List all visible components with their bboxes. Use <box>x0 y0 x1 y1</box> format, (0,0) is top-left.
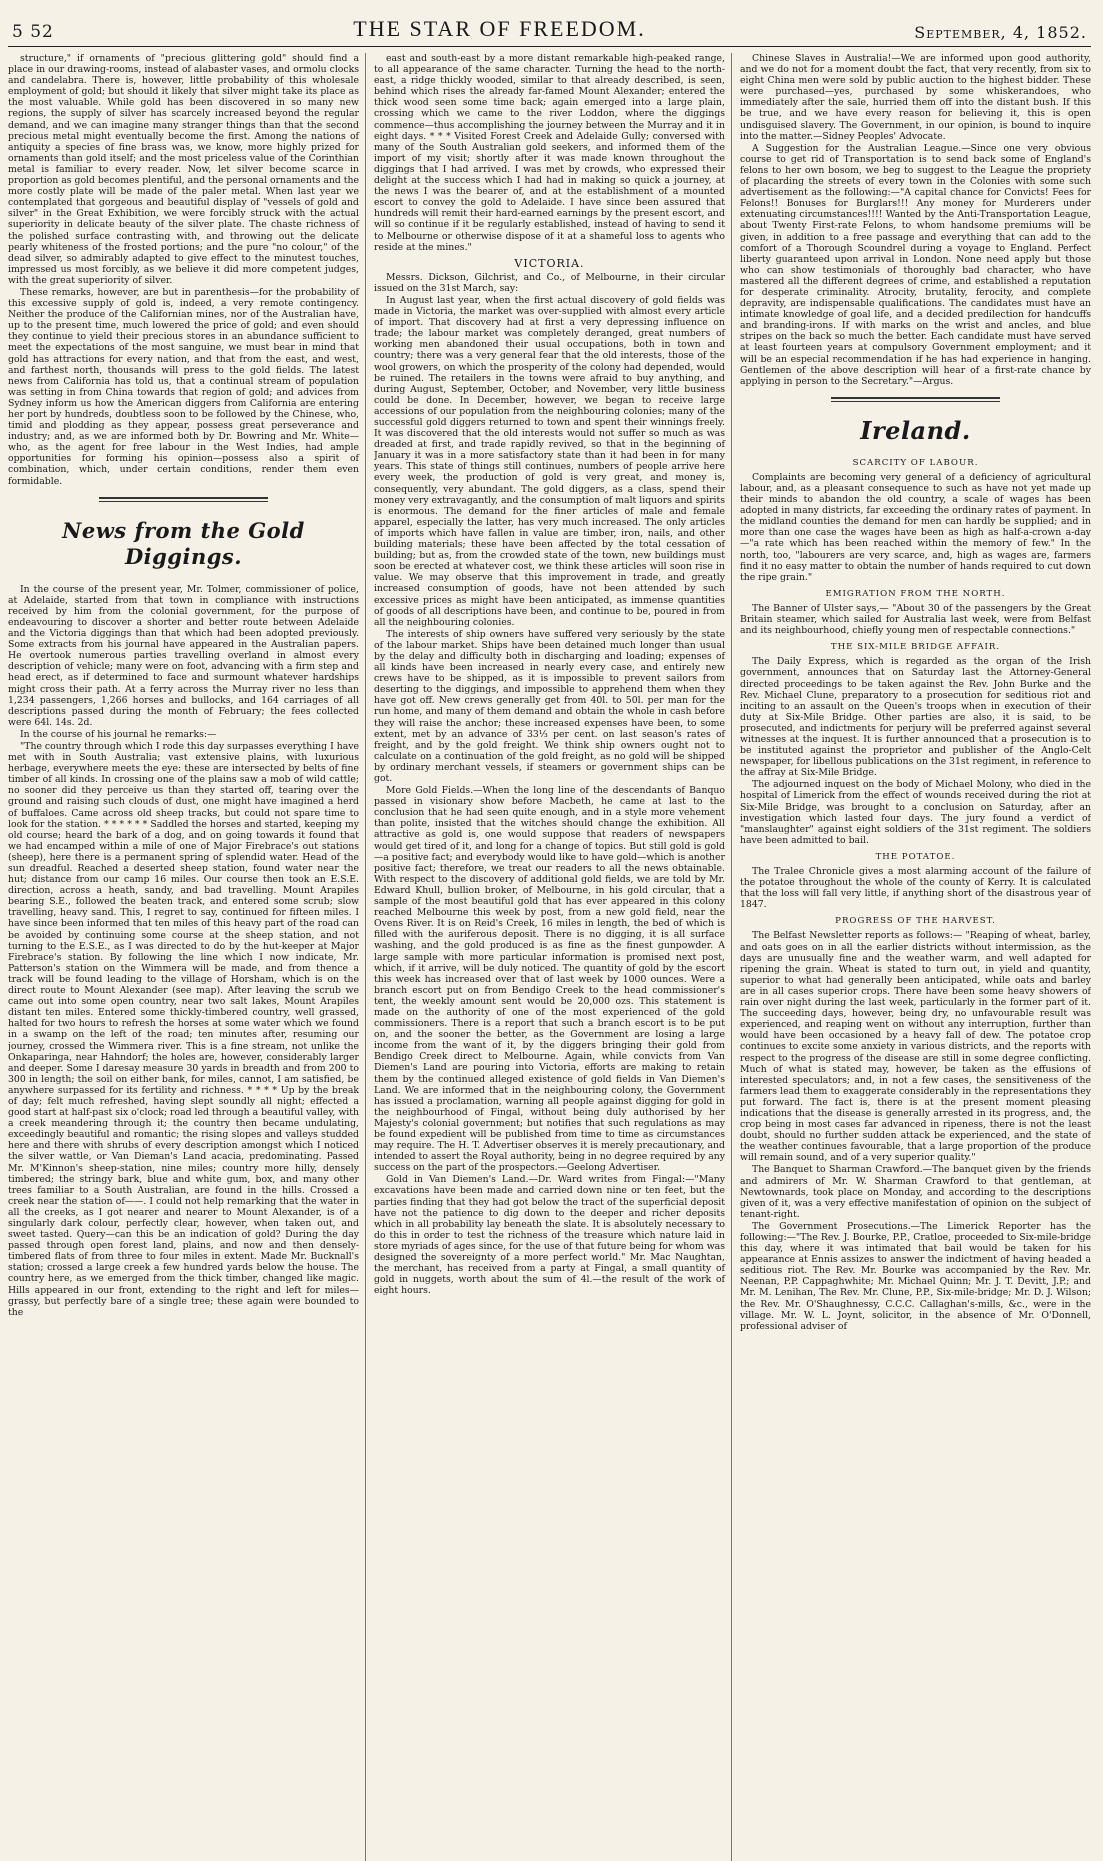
paragraph: These remarks, however, are but in parenthesis—for the probability of this excessive supply of gold is, indeed, a very remote contingency. Neither the produce of the Californian mines, nor of the Australian have, up to the present time, much lowered the price of gold; and even should they continue to yield their precious stores in an abundance sufficient to meet the expectations of the most sanguine, we must bear in mind that gold has attractions for every nation, and that from the east, and west, and farthest north, thousands will press to the gold fields. The latest news from California has told us, that a continual stream of population was setting in from China towards that region of gold; and advices from Sydney inform us how the American diggers from California are entering her port by hundreds, doubtless soon to be followed by the Chinese, who, timid and plodding as they appear, possess great perseverance and industry; and, as we are informed both by Dr. Bowring and Mr. White—who, as the agent for free labour in the West Indies, had ample opportunities for forming his opinion—possess also a spirit of combination, which, under certain conditions, render them even formidable. <box>8 286 359 487</box>
paragraph: The adjourned inquest on the body of Michael Molony, who died in the hospital of Limerick from the effect of wounds received during the riot at Six-Mile Bridge, was brought to a conclusion on Saturday, after an investigation which lasted four days. The jury found a verdict of "manslaughter" against eight soldiers of the 31st regiment. The soldiers have been admitted to bail. <box>740 779 1091 846</box>
subhead-emigration: EMIGRATION FROM THE NORTH. <box>825 588 1006 599</box>
paragraph: The Banner of Ulster says,— "About 30 of the passengers by the Great Britain steamer, which sailed for Australia last week, were from Belfast and its neighbourhood, chiefly young men of respectable connections." <box>740 602 1091 637</box>
newspaper-title: THE STAR OF FREEDOM. <box>353 16 646 41</box>
paragraph: east and south-east by a more distant remarkable high-peaked range, to all appearance of the same character. Turning the head to the north-east, a ridge thickly wooded, similar to that already described, is seen, behind which rises the already far-famed Mount Alexander; entered the thick wood seen some time back; again emerged into a large plain, crossing which we came to the river Loddon, where the diggings commence—thus accomplishing the journey between the Murray and it in eight days. * * * Visited Forest Creek and Adelaide Gully; conversed with many of the South Australian gold seekers, and informed them of the import of my visit; shortly after it was made known throughout the diggings that I had arrived. I was met by crowds, who expressed their delight at the success which I had had in making so quick a journey, at the news I was the bearer of, and at the establishment of a mounted escort to convey the gold to Adelaide. I have since been assured that hundreds will remit their hard-earned earnings by the present escort, and will so continue if it be regularly established, instead of having to send it to Melbourne or otherwise dispose of it at a shameful loss to agents who reside at the mines." <box>374 53 725 253</box>
paragraph: In August last year, when the first actual discovery of gold fields was made in Victoria, the market was over-supplied with almost every article of import. That discovery had at first a very depressing influence on trade; the labour market was completely deranged, great numbers of working men abandoned their usual occupations, both in town and country; there was a very general fear that the old interests, those of the wool growers, on which the prosperity of the colony had depended, would be ruined. The retailers in the towns were afraid to buy anything, and during August, September, October, and November, very little business could be done. In December, however, we began to receive large accessions of our population from the neighbouring colonies; many of the successful gold diggers returned to town and spent their winnings freely. It was discovered that the old interests would not suffer so much as was dreaded at first, and trade rapidly revived, so that in the beginning of January it was in a more satisfactory state than it had been in for many years. This state of things still continues, numbers of people arrive here every week, the production of gold is very great, and money is, consequently, very abundant. The gold diggers, as a class, spend their money very extravagantly, and the consumption of malt liquors and spirits is enormous. The demand for the finer articles of male and female apparel, especially the latter, has very much increased. The only articles of imports which have fallen in value are timber, iron, nails, and other building materials; these have been affected by the total cessation of building; but as, from the crowded state of the town, new buildings must soon be erected at whatever cost, we think these articles will soon rise in value. We may observe that this improvement in trade, and greatly increased consumption of goods, have not been attended by such excessive prices as might have been anticipated, as immense quantities of goods of all descriptions have been, and continue to be, poured in from all the neighbouring colonies. <box>374 294 725 628</box>
divider <box>831 397 999 402</box>
paragraph: The Belfast Newsletter reports as follows:— "Reaping of wheat, barley, and oats goes on in all the earlier districts without intermission, as the days are unusually fine and the weather warm, and well adapted for ripening the grain. Wheat is stated to turn out, in yield and quantity, superior to what had generally been anticipated, while oats and barley are in all cases superior crops. There have been some heavy showers of rain over night during the last week, particularly in the former part of it. The succeeding days, however, being dry, no unfavourable result was experienced, and reaping went on without any interruption, further than would have been occasioned by a heavy fall of dew. The potatoe crop continues to excite some anxiety in various districts, and the reports with respect to the progress of the disease are still in some degree conflicting. Much of what is stated may, however, be taken as the effusions of interested speculators; and, in not a few cases, the sensitiveness of the farmers lead them to exaggerate considerably in the representations they put forward. The fact is, there is at the present moment pleasing indications that the disease is generally arrested in its progress, and, the crop being in most cases far advanced in ripeness, there is not the least doubt, should no further sudden attack be experienced, and the state of the weather continues favourable, that a large proportion of the produce will remain sound, and of a very superior quality." <box>740 930 1091 1164</box>
section-title-ireland: Ireland. <box>860 415 971 445</box>
subhead-scarcity: SCARCITY OF LABOUR. <box>852 457 979 468</box>
subhead-potatoe: THE POTATOE. <box>875 851 956 862</box>
paragraph: The Government Prosecutions.—The Limerick Reporter has the following:—"The Rev. J. Bourke, P.P., Cratloe, proceeded to Six-mile-bridge this day, where it was intimated that bail would be taken for his appearance at Ennis assizes to answer the indictment of having headed a seditious riot. The Rev. Mr. Bourke was accompanied by the Rev. Mr. Neenan, P.P. Cappaghwhite; Mr. Michael Quinn; Mr. J. T. Devitt, J.P.; and Mr. M. Lenihan, The Rev. Mr. Clune, P.P., Six-mile-bridge; Mr. D. J. Wilson; the Rev. Mr. O'Shaughnessy, C.C.C. Callaghan's-mills, &c., were in the village. Mr. W. L. Joynt, solicitor, in the absence of Mr. O'Donnell, professional adviser of <box>740 1220 1091 1332</box>
columns <box>8 53 1091 1861</box>
column-3 <box>740 53 1091 1861</box>
paragraph: Gold in Van Diemen's Land.—Dr. Ward writes from Fingal:—"Many excavations have been made and carried down nine or ten feet, but the parties finding that they had got below the tract of the superficial deposit have not the patience to dig down to the deeper and richer deposits which in all probability lay beneath the slate. It is absolutely necessary to do this in order to test the richness of the treasure which nature laid in store myriads of ages since, for the use of that future being for whom was designed the sovereignty of a more perfect world." Mr. Mac Naughtan, the merchant, has received from a party at Fingal, a small quantity of gold in nuggets, worth about the sum of 4l.—the result of the work of eight hours. <box>374 1174 725 1297</box>
heading-victoria: VICTORIA. <box>514 256 585 270</box>
column-2 <box>374 53 732 1861</box>
column-1 <box>8 53 366 1861</box>
subhead-harvest: PROGRESS OF THE HARVEST. <box>835 916 996 927</box>
paragraph: "The country through which I rode this day surpasses everything I have met with in South Australia; vast extensive plains, with luxurious herbage, everywhere meets the eye: these are intersected by belts of fine timber of all kinds. In crossing one of the plains saw a mob of wild cattle; no sooner did they perceive us than they started off, tearing over the ground and raising such clouds of dust, one might have imagined a herd of buffaloes. Came across old sheep tracks, but could not spare time to look for the station. * * * * * * Saddled the horses and started, keeping my old course; heard the bark of a dog, and on going towards it found that we had encamped within a mile of one of Major Firebrace's out stations (sheep), here there is a permanent spring of splendid water. Head of the sun dreadful. Reached a deserted sheep station, found water near the hut; distance from our camp 16 miles. Our course then took an E.S.E. direction, across a heath, sandy, and bad travelling. Mount Arapiles bearing S.E., followed the beaten track, and entered some scrub; slow travelling, heavy sand. This, I regret to say, continued for fifteen miles. I have since been informed that ten miles of this heavy part of the road can be avoided by continuing some course at the sheep station, and not turning to the E.S.E., as I was directed to do by the hut-keeper at Major Firebrace's station. By following the line which I now indicate, Mr. Patterson's station on the Wimmera will be made, and from thence a track will be found leading to the village of Horsham, which is on the direct route to Mount Alexander (see map). After leaving the scrub we came out into some open country, near two salt lakes, Mount Arapiles distant ten miles. Entered some thickly-timbered country, well grassed, halted for two hours to refresh the horses at some water which we found in a swamp on the left of the road; ten minutes after, resuming our journey, crossed the Wimmera river. This is a fine stream, not unlike the Onkaparinga, near Hahndorf; the holes are, however, considerably larger and deeper. Some I daresay measure 30 yards in breadth and from 200 to 300 in length; the soil on either bank, for miles, cannot, I am satisfied, be anywhere surpassed for its fertility and richness. * * * * Up by the break of day; felt much refreshed, having slept soundly all night; effected a good start at half-past six o'clock; road led through a beautiful valley, with a creek meandering through it; the country then became undulating, exceedingly beautiful and romantic; the rising slopes and valleys studded here and there with shrubs of every description amongst which I noticed the silver wattle, or Van Dieman's Land acacia, predominating. Passed Mr. M'Kinnon's sheep-station, nine miles; country more hilly, densely timbered; the stringy bark, blue and white gum, box, and many other trees familiar to a South Australian, are found in the hills. Crossed a creek near the station of——. I could not help remarking that the water in all the creeks, as I got nearer and nearer to Mount Alexander, is of a singularly dark colour, perfectly clear, however, when taken out, and sweet tasted. Query—can this be an indication of gold? During the day passed through open forest land, plains, and now and then densely-timbered flats of from three to four miles in extent. Made Mr. Bucknall's station; crossed a large creek a few hundred yards below the house. The country here, as we emerged from the thick timber, changed like magic. Hills appeared in our front, extending to the right and left for miles—grassy, but perfectly bare of a single tree; these again were bounded to the <box>8 740 359 1318</box>
paragraph: The Tralee Chronicle gives a most alarming account of the failure of the potatoe throughout the whole of the county of Kerry. It is calculated that the loss will fall very little, if anything short of the disastrous year of 1847. <box>740 866 1091 911</box>
divider <box>99 497 267 502</box>
paragraph: structure," if ornaments of "precious glittering gold" should find a place in our drawing-rooms, instead of alabaster vases, and ormolu clocks and candelabra. There is, however, little probability of this wholesale employment of gold; but should it likely that silver might take its place as the most valuable. While gold has been discovered in so many new regions, the supply of silver has scarcely increased beyond the regular demand, and we can imagine many stranger things than that the second precious metal might eventually become the first. Among the nations of antiquity a species of fine brass was, we know, more highly prized for ornaments than gold itself; and the most priceless value of the Corinthian metal is familiar to every reader. Now, let silver become scarce in proportion as gold becomes plentiful, and the personal ornaments and the more costly plate will be made of the paler metal. When last year we contemplated that gorgeous and beautiful display of "vessels of gold and silver" in the Great Exhibition, we were forcibly struck with the actual superiority in delicate beauty of the silver plate. The chaste richness of the polished surface contrasting with, and throwing out the delicate pearly whiteness of the frosted portions; and the pure "no colour," of the dead silver, so admirably adapted to give effect to the minutest touches, impressed us most forcibly, as we believe it did more competent judges, with the great superiority of silver. <box>8 53 360 286</box>
paragraph: In the course of the present year, Mr. Tolmer, commissioner of police, at Adelaide, started from that town in compliance with instructions received by him from the colonial government, for the purpose of endeavouring to discover a shorter and better route between Adelaide and the Victoria diggings than that which had been adopted previously. Some extracts from his journal have appeared in the Australian papers. He overtook numerous parties travelling overland in almost every description of vehicle; many were on foot, advancing with a firm step and head erect, as if determined to face and surmount whatever hardships might cross their path. At a ferry across the Murray river no less than 1,234 passengers, 1,266 horses and bullocks, and 164 carriages of all descriptions passed during the month of February; the fees collected were 64l. 14s. 2d. <box>8 583 359 728</box>
paragraph: A Suggestion for the Australian League.—Since one very obvious course to get rid of Transportation is to send back some of England's felons to her own bosom, we beg to suggest to the League the propriety of placarding the streets of every town in the Colonies with some such advertisement as the following:—"A capital chance for Convicts! Fees for Felons!! Bonuses for Burglars!!! Any money for Murderers under extenuating circumstances!!!! Wanted by the Anti-Transportation League, about Twenty First-rate Felons, to whom handsome premiums will be given, in addition to a free passage and everything that can add to the comfort of a Thorough Scoundrel during a voyage to England. Perfect liberty guaranteed upon arrival in London. None need apply but those who can show testimonials of thoroughly bad character, who have mastered all the different degrees of crime, and established a reputation for desperate criminality. Atrocity, brutality, ferocity, and complete depravity, are indispensable qualifications. The candidates must have an intimate knowledge of goal life, and a decided predilection for handcuffs and branding-irons. If with marks on the wrist and ancles, and blue stripes on the back so much the better. Each candidate must have served at least fourteen years at compulsory Government employment; and it will be an especial recommendation if he has had experience in hanging. Gentlemen of the above description will hear of a first-rate chance by applying in person to the Secretary."—Argus. <box>740 142 1091 387</box>
paragraph: More Gold Fields.—When the long line of the descendants of Banquo passed in visionary show before Macbeth, he came at last to the conclusion that he had seen quite enough, and in a style more vehement than polite, insisted that the witches should change the exhibition. All attractive as gold is, one would suppose that readers of newspapers would get tired of it, and long for a change of topics. But still gold is gold—a positive fact; and everybody would like to have gold—which is another positive fact; therefore, we treat our readers to all the news obtainable. With respect to the discovery of additional gold fields, we are told by Mr. Edward Khull, bullion broker, of Melbourne, in his gold circular, that a sample of the most beautiful gold that has ever appeared in this colony reached Melbourne this week by post, from a new gold field, near the Ovens River. It is on Reid's Creek, 16 miles in length, the bed of which is filled with the auriferous deposit. There is no digging, it is all surface washing, and the gold produced is as fine as the finest gunpowder. A large sample with more particular information is promised next post, which, if it arrive, will be duly noticed. The quantity of gold by the escort this week has increased over that of last week by 1000 ounces. Were a branch escort put on from Bendigo Creek to the head commissioner's tent, the weekly amount sent would be 20,000 ozs. This statement is made on the authority of one of the most experienced of the gold commissioners. There is a report that such a branch escort is to be put on, and the sooner the better, as the Government are losing a large income from the want of it, by the diggers bringing their gold from Bendigo Creek direct to Melbourne. Again, while convicts from Van Diemen's Land are pouring into Victoria, efforts are making to retain them by the continued alleged existence of gold fields in Van Diemen's Land. We are informed that in the neighbouring colony, the Government has issued a proclamation, warning all people against digging for gold in the neighbourhood of Fingal, without being duly authorised by her Majesty's colonial government; but notifies that such regulations as may be found expedient will be published from time to time as circumstances may require. The H. T. Advertiser observes it is merely precautionary, and intended to assert the Royal authority, being in no degree required by any success on the part of the prospectors.—Geelong Advertiser. <box>374 785 725 1174</box>
page-number: 5 52 <box>12 22 54 42</box>
subhead-six-mile-bridge: THE SIX-MILE BRIDGE AFFAIR. <box>830 642 1001 653</box>
issue-date: September, 4, 1852. <box>914 23 1087 42</box>
paragraph: The Daily Express, which is regarded as the organ of the Irish government, announces that on Saturday last the Attorney-General directed proceedings to be taken against the Rev. John Burke and the Rev. Michael Clune, preparatory to a prosecution for seditious riot and inciting to an assault on the Queen's troops when in execution of their duty at Six-Mile Bridge. Other parties are also, it is said, to be prosecuted, and indictments for perjury will be preferred against several witnesses at the inquest. It is further announced that a prosecution is to be instituted against the proprietor and publisher of the Anglo-Celt newspaper, for libellous publications on the 31st regiment, in reference to the affray at Six-Mile Bridge. <box>740 656 1091 779</box>
paragraph: The Banquet to Sharman Crawford.—The banquet given by the friends and admirers of Mr. W. Sharman Crawford to that gentleman, at Newtownards, took place on Monday, and according to the descriptions given of it, was a very effective manifestation of opinion on the subject of tenant-right. <box>740 1164 1091 1220</box>
paragraph: Complaints are becoming very general of a deficiency of agricultural labour, and, as a pleasant consequence to such as have not yet made up their minds to abandon the old country, a scale of wages has been adopted in many districts, far exceeding the ordinary rates of payment. In the midland counties the demand for men can hardly be supplied; and in more than one case the wages have been as high as half-a-crown a-day—"a rate which has been reached within the memory of few." In the north, too, "labourers are very scarce, and, high as wages are, farmers find it no easy matter to obtain the number of hands required to cut down the ripe grain." <box>740 471 1091 583</box>
masthead <box>8 6 1091 47</box>
paragraph: Chinese Slaves in Australia!—We are informed upon good authority, and we do not for a moment doubt the fact, that very recently, from six to eight China men were sold by public auction to the highest bidder. These were purchased—yes, purchased by some whiskerandoes, who immediately after the sale, hurried them off into the distant bush. If this be true, and we have every reason for believing it, this is open undisguised slavery. The Government, in our opinion, is bound to inquire into the matter.—Sidney Peoples' Advocate. <box>740 53 1091 142</box>
paragraph: The interests of ship owners have suffered very seriously by the state of the labour market. Ships have been detained much longer than usual by the delay and difficulty both in discharging and loading; expenses of all kinds have been increased in nearly every case, and entirely new crews have to be shipped, as it is impossible to prevent sailors from deserting to the diggings, and impossible to apprehend them when they have got off. New crews generally get from 40l. to 50l. per man for the run home, and many of them demand and obtain the whole in cash before they will raise the anchor; these increased expenses have been, to some extent, met by an advance of 33⅓ per cent. on last season's rates of freight, and by the gold freight. We think ship owners ought not to calculate on a continuation of the gold freight, as no gold will be shipped by ordinary merchant vessels, if steamers or government ships can be got. <box>374 628 725 784</box>
paragraph: Messrs. Dickson, Gilchrist, and Co., of Melbourne, in their circular issued on the 31st March, say: <box>374 271 725 294</box>
paragraph: In the course of his journal he remarks:— <box>20 728 217 740</box>
section-title-gold-diggings: News from the Gold Diggings. <box>62 517 305 569</box>
